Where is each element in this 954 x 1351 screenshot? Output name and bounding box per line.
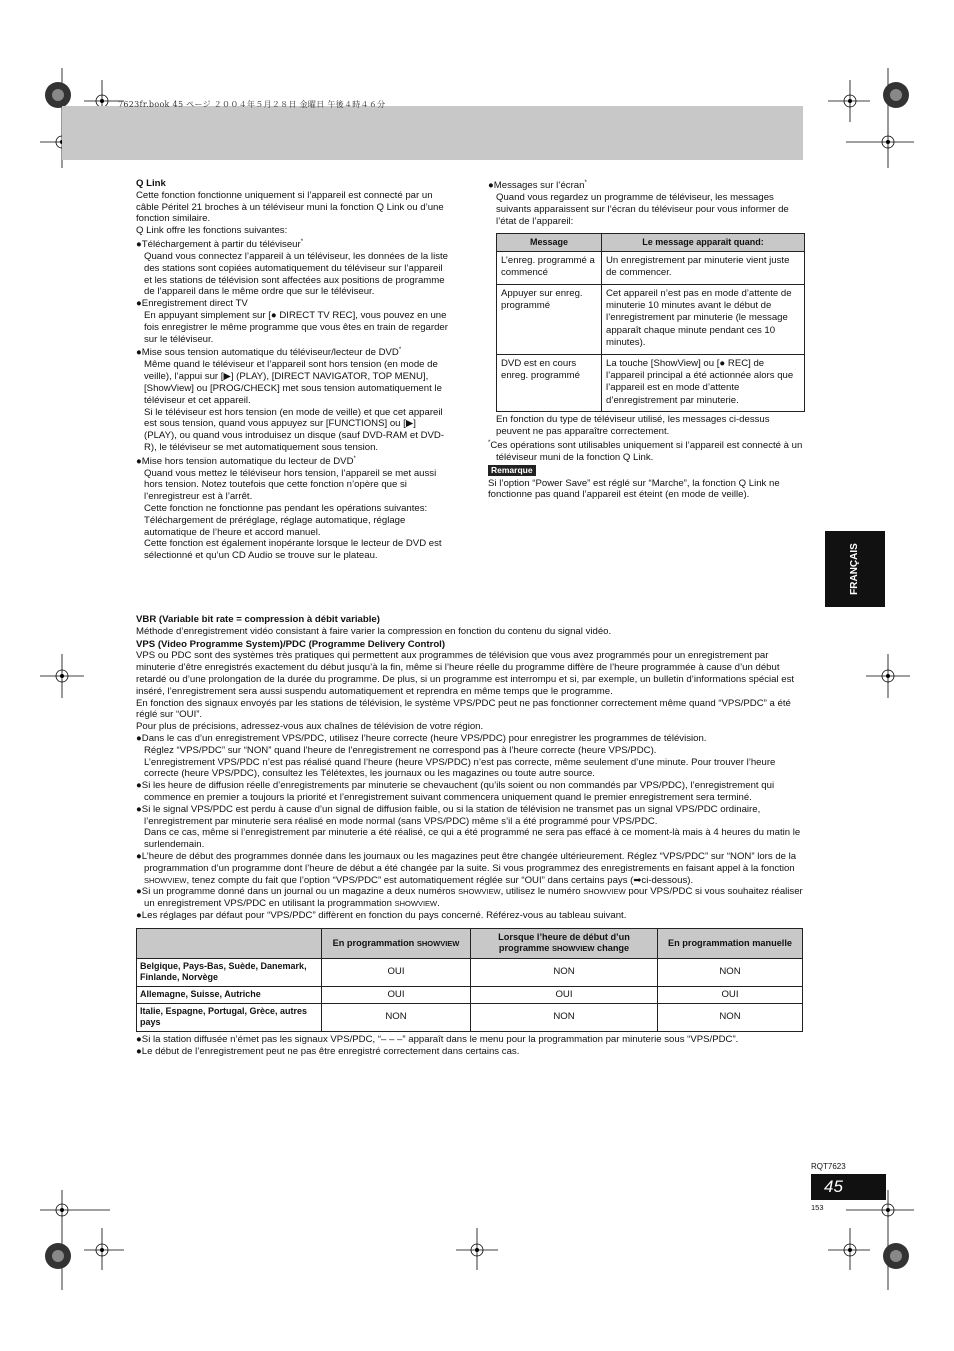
- vps-b5-d: .: [437, 898, 440, 910]
- messages-intro: Quand vous regardez un programme de téléviseur, les messages suivants apparaissent sur l’écran du téléviseur pour vous informer de l’état de l’appareil:: [496, 191, 789, 227]
- vps-b4-post: , tenez compte du fait que l’option “VPS/PDC” est automatiquement réglée sur “OUI” dans certains pays (➡ci-dessous).: [186, 874, 694, 886]
- messages-title: Messages sur l’écran: [493, 180, 585, 192]
- remarque-text: Si l’option “Power Save” est réglé sur “Marche”, la fonction Q Link ne fonctionne pas quand l’appareil est éteint (en mode de veille).: [488, 477, 780, 501]
- vbr-title: VBR (Variable bit rate = compression à débit variable): [136, 614, 380, 625]
- vps-b2: Si les heure de diffusion réelle d’enregistrements par minuterie se chevauchent (qu’ils soient ou non commandés par VPS/PDC), l’enregistrement qui commence en premier a toujours la priorité et l’enregistrement suivant commencera uniquement quand le premier enregistrement sera terminé.: [141, 780, 775, 803]
- value-cell: OUI: [322, 986, 471, 1003]
- qlink-b1-text: Quand vous connectez l’appareil à un téléviseur, les données de la liste des stations sont copiées automatiquement du téléviseur sur l’appareil et les stations de télévision sont affectées aux positions de programme de l’appareil dans le même ordre que sur le téléviseur.: [144, 250, 448, 298]
- vps-b4-pre: L’heure de début des programmes donnée dans les journaux ou les magazines peut être changée ultérieurement. Réglez “VPS/PDC” sur “NON” lors de la programmation d’un programme dont l’heure de début a été changée par la suite. Si vous programmez des enregistrements en faisant appel à la fonction: [141, 850, 797, 874]
- vps-p2: En fonction des signaux envoyés par les stations de télévision, le système VPS/PDC peut ne pas fonctionner correctement même quand “VPS/PDC” a été réglé sur “OUI”.: [136, 697, 791, 721]
- when-cell: Cet appareil n’est pas en mode d’attente de minuterie 10 minutes avant le début de l’enregistrement par minuterie (le message apparaît chaque minute pendant ces 10 minutes).: [602, 284, 805, 354]
- showview-term: SHOWVIEW: [416, 938, 460, 948]
- qlink-bullet-3: ●Mise sous tension automatique du téléviseur/lecteur de DVD*: [136, 347, 402, 359]
- table-header: [322, 928, 471, 958]
- vps-default-table: [136, 928, 803, 1032]
- qlink-offers: Q Link offre les fonctions suivantes:: [136, 225, 288, 237]
- table-row: [497, 284, 805, 354]
- model-number: RQT7623: [811, 1162, 846, 1171]
- messages-bullet: ●Messages sur l’écran*: [488, 180, 587, 192]
- remarque-label: Remarque: [488, 465, 536, 476]
- vps-b1c: L’enregistrement VPS/PDC n’est pas réalisé quand l’heure (heure VPS/PDC) n’est pas correcte, même seulement d’une minute. Pour trouver l’heure correcte (heure VPS/PDC), consultez les Télétextes, les journaux ou les magazines ou toute autre source.: [144, 756, 776, 780]
- vps-b6: Les réglages par défaut pour “VPS/PDC” diffèrent en fonction du pays concerné. Référez-vous au tableau suivant.: [141, 909, 627, 921]
- table-row: [137, 958, 803, 986]
- table-header: [471, 928, 658, 958]
- value-cell: NON: [471, 958, 658, 986]
- value-cell: NON: [471, 1003, 658, 1031]
- table-row: [137, 986, 803, 1003]
- qlink-intro: Cette fonction fonctionne uniquement si l’appareil est connecté par un câble Péritel 21 broches à un téléviseur muni la fonction Q Link ou d’une fonction similaire.: [136, 189, 444, 225]
- table-header: Message: [497, 234, 602, 251]
- vps-p1: VPS ou PDC sont des systèmes très pratiques qui permettent aux programmes de télévision que vous avez programmés pour un enregistrement par minuterie d’être enregistrés exactement du début jusqu’à la fin, même si l’heure réelle du programme diffère de l’heure programmée à cause d’un début retardé ou d’une prolongation de la durée du programme. De plus, si un programme est interrompu et si, par exemple, un bulletin d’informations spécial est inséré, l’enregistrement sera aussi suspendu automatiquement et reprendra en même temps que le programme.: [136, 650, 795, 697]
- table-header: En programmation manuelle: [658, 928, 803, 958]
- vps-bullet-2: ●Si les heure de diffusion réelle d’enregistrements par minuterie se chevauchent (qu’ils soient ou non commandés par VPS/PDC), l’enregistrement qui commence en premier a toujours la priorité et l’enregistrement suivant commencera uniquement quand le premier enregistrement sera terminé.: [136, 780, 775, 803]
- value-cell: OUI: [658, 986, 803, 1003]
- language-label: FRANÇAIS: [849, 543, 860, 595]
- qlink-b2-text: En appuyant simplement sur [● DIRECT TV REC], vous pouvez en une fois enregistrer le même programme que vous êtes en train de regarder sur le téléviseur.: [144, 309, 448, 345]
- showview-term: SHOWVIEW: [458, 887, 501, 897]
- value-cell: OUI: [471, 986, 658, 1003]
- value-cell: OUI: [322, 958, 471, 986]
- asterisk: *: [398, 347, 402, 354]
- showview-term: SHOWVIEW: [394, 899, 438, 909]
- vps-after-1-text: Si la station diffusée n’émet pas les signaux VPS/PDC, “– – –” apparaît dans le menu pour la programmation par minuterie sous “VPS/PDC”.: [141, 1033, 739, 1045]
- page-number-small: 153: [811, 1203, 824, 1212]
- message-cell: L’enreg. programmé a commencé: [497, 251, 602, 284]
- showview-term: SHOWVIEW: [144, 875, 187, 885]
- country-cell: Italie, Espagne, Portugal, Grèce, autres pays: [137, 1003, 322, 1031]
- table-h2a-text: Lorsque l’heure de début d’un programme: [498, 932, 630, 954]
- message-cell: DVD est en cours enreg. programmé: [497, 354, 602, 412]
- value-cell: NON: [658, 1003, 803, 1031]
- qlink-b4-text1: Quand vous mettez le téléviseur hors tension, l’appareil se met aussi hors tension. Notez toutefois que cette fonction n’opère que si l’enregistreur est à l’arrêt.: [144, 467, 437, 503]
- messages-note-1: En fonction du type de téléviseur utilisé, les messages ci-dessus peuvent ne pas apparaître correctement.: [496, 414, 770, 438]
- vps-b5-a: Si un programme donné dans un journal ou un magazine a deux numéros: [141, 886, 459, 898]
- table-row: [497, 251, 805, 284]
- qlink-title: Q Link: [136, 178, 166, 189]
- vps-bullet-3: ●Si le signal VPS/PDC est perdu à cause d’un signal de diffusion faible, ou si la station de télévision ne transmet pas un signal VPS/PDC ordinaire, l’enregistrement par minuterie sera réalisé en mode normal (sans VPS/PDC) même s’il a été programmé pour VPS/PDC.: [136, 803, 761, 827]
- table-row: [497, 354, 805, 412]
- table-h1-text: En programmation: [332, 937, 417, 948]
- header-band: [62, 106, 803, 160]
- vps-bullet-5: ●Si un programme donné dans un journal ou un magazine a deux numéros SHOWVIEW, utilisez le numéro SHOWVIEW pour VPS/PDC si vous souhaitez réaliser un enregistrement VPS/PDC en utilisant la programmation SHOWVIEW.: [136, 886, 803, 910]
- qlink-bullet-2: ●Enregistrement direct TV: [136, 298, 248, 310]
- asterisk: *: [300, 238, 304, 245]
- messages-note-2-wrap: [488, 438, 806, 464]
- vbr-text: Méthode d’enregistrement vidéo consistant à faire varier la compression en fonction du contenu du signal vidéo.: [136, 625, 612, 637]
- qlink-b4-text2: Cette fonction ne fonctionne pas pendant les opérations suivantes: Téléchargement de préréglage, réglage automatique, réglage automatique de l’heure et accord manuel.: [144, 503, 428, 538]
- vps-b1b: Réglez “VPS/PDC” sur “NON” quand l’heure de l’enregistrement ne correspond pas à l’heure correcte (heure VPS/PDC).: [144, 744, 657, 756]
- asterisk: *: [353, 455, 356, 462]
- qlink-b3-text2: Si le téléviseur est hors tension (en mode de veille) et que cet appareil est sous tension, quand vous appuyez sur [FUNCTIONS] ou [▶] (PLAY), ou quand vous introduisez un disque (sauf DVD-RAM et DVD-R), le téléviseur se met automatiquement sous tension.: [144, 406, 445, 453]
- value-cell: NON: [322, 1003, 471, 1031]
- page-number: 45: [811, 1174, 886, 1200]
- value-cell: NON: [658, 958, 803, 986]
- country-cell: Allemagne, Suisse, Autriche: [137, 986, 322, 1003]
- vps-bullet-6: ●Les réglages par défaut pour “VPS/PDC” diffèrent en fonction du pays concerné. Référez-vous au tableau suivant.: [136, 909, 627, 921]
- vps-after-2-text: Le début de l’enregistrement peut ne pas être enregistré correctement dans certains cas.: [141, 1045, 520, 1057]
- table-h2b-text: change: [594, 943, 630, 954]
- vps-after-1: ●Si la station diffusée n’émet pas les signaux VPS/PDC, “– – –” apparaît dans le menu pour la programmation par minuterie sous “VPS/PDC”.: [136, 1033, 739, 1045]
- qlink-section: [136, 178, 449, 562]
- asterisk: *: [584, 180, 587, 186]
- when-cell: La touche [ShowView] ou [● REC] de l’appareil principal a été actionnée alors que l’appareil est en mode d’attente d’enregistrement par minuterie.: [602, 354, 805, 412]
- qlink-b1-title: Téléchargement à partir du téléviseur: [141, 239, 301, 251]
- qlink-b2-title: Enregistrement direct TV: [141, 298, 248, 310]
- vps-p3: Pour plus de précisions, adressez-vous aux chaînes de télévision de votre région.: [136, 721, 484, 733]
- qlink-b3-text1: Même quand le téléviseur et l’appareil sont hors tension (en mode de veille), l’appui sur [▶] (PLAY), [DIRECT NAVIGATOR, TOP MENU], [ShowView] ou [PROG/CHECK] met sous tension automatiquement le téléviseur et cet appareil.: [144, 359, 442, 406]
- print-info-line: 7623fr.book 45 ページ ２００４年５月２８日 金曜日 午後４時４６分: [118, 100, 386, 109]
- vps-b5-b: , utilisez le numéro: [500, 886, 584, 898]
- vps-after-2: ●Le début de l’enregistrement peut ne pas être enregistré correctement dans certains cas.: [136, 1045, 520, 1057]
- qlink-b3-title: Mise sous tension automatique du téléviseur/lecteur de DVD: [141, 347, 399, 359]
- vps-title: VPS (Video Programme System)/PDC (Programme Delivery Control): [136, 638, 446, 650]
- table-header: Le message apparaît quand:: [602, 234, 805, 251]
- language-side-tab: [825, 531, 885, 607]
- vps-b5-c: pour VPS/PDC si vous souhaitez réaliser un enregistrement VPS/PDC en utilisant la programmation: [144, 886, 803, 910]
- when-cell: Un enregistrement par minuterie vient juste de commencer.: [602, 251, 805, 284]
- qlink-bullet-1: ●Téléchargement à partir du téléviseur*: [136, 238, 304, 251]
- vps-bullet-4: ●L’heure de début des programmes donnée dans les journaux ou les magazines peut être changée ultérieurement. Réglez “VPS/PDC” sur “NON” lors de la programmation d’un programme dont l’heure de début a été changée par la suite. Si vous programmez des enregistrements en faisant appel à la fonction SHOWVIEW, tenez compte du fait que l’option “VPS/PDC” est automatiquement réglée sur “OUI” dans certains pays (➡ci-dessous).: [136, 850, 797, 886]
- country-cell: Belgique, Pays-Bas, Suède, Danemark, Finlande, Norvège: [137, 958, 322, 986]
- table-header-corner: [137, 928, 322, 958]
- messages-note-2: Ces opérations sont utilisables uniquement si l’appareil est connecté à un téléviseur muni de la fonction Q Link.: [490, 440, 803, 463]
- vps-bullet-1: ●Dans le cas d’un enregistrement VPS/PDC, utilisez l’heure correcte (heure VPS/PDC) pour enregistrer les programmes de télévision.: [136, 732, 707, 744]
- qlink-b4-title: Mise hors tension automatique du lecteur de DVD: [141, 455, 354, 467]
- showview-term: SHOWVIEW: [551, 944, 595, 954]
- messages-table: [496, 233, 805, 412]
- vbr-vps-section: [136, 614, 806, 1057]
- messages-section: [488, 178, 806, 501]
- message-cell: Appuyer sur enreg. programmé: [497, 284, 602, 354]
- qlink-b4-text3: Cette fonction est également inopérante lorsque le lecteur de DVD est sélectionné et qu’un CD Audio se trouve sur le plateau.: [144, 538, 442, 562]
- vps-b1a: Dans le cas d’un enregistrement VPS/PDC, utilisez l’heure correcte (heure VPS/PDC) pour enregistrer les programmes de télévision.: [141, 732, 707, 744]
- asterisk: *: [488, 439, 491, 446]
- vps-b3a: Si le signal VPS/PDC est perdu à cause d’un signal de diffusion faible, ou si la station de télévision ne transmet pas un signal VPS/PDC ordinaire, l’enregistrement par minuterie sera réalisé en mode normal (sans VPS/PDC) même s’il a été programmé pour VPS/PDC.: [141, 803, 761, 827]
- showview-term: SHOWVIEW: [583, 887, 626, 897]
- vps-b3b: Dans ce cas, même si l’enregistrement par minuterie a été réalisé, ce qui a été programmé ne sera pas effacé à ce moment-là mais à 4 heures du matin le surlendemain.: [144, 827, 801, 851]
- table-row: [137, 1003, 803, 1031]
- qlink-bullet-4: ●Mise hors tension automatique du lecteur de DVD*: [136, 455, 356, 467]
